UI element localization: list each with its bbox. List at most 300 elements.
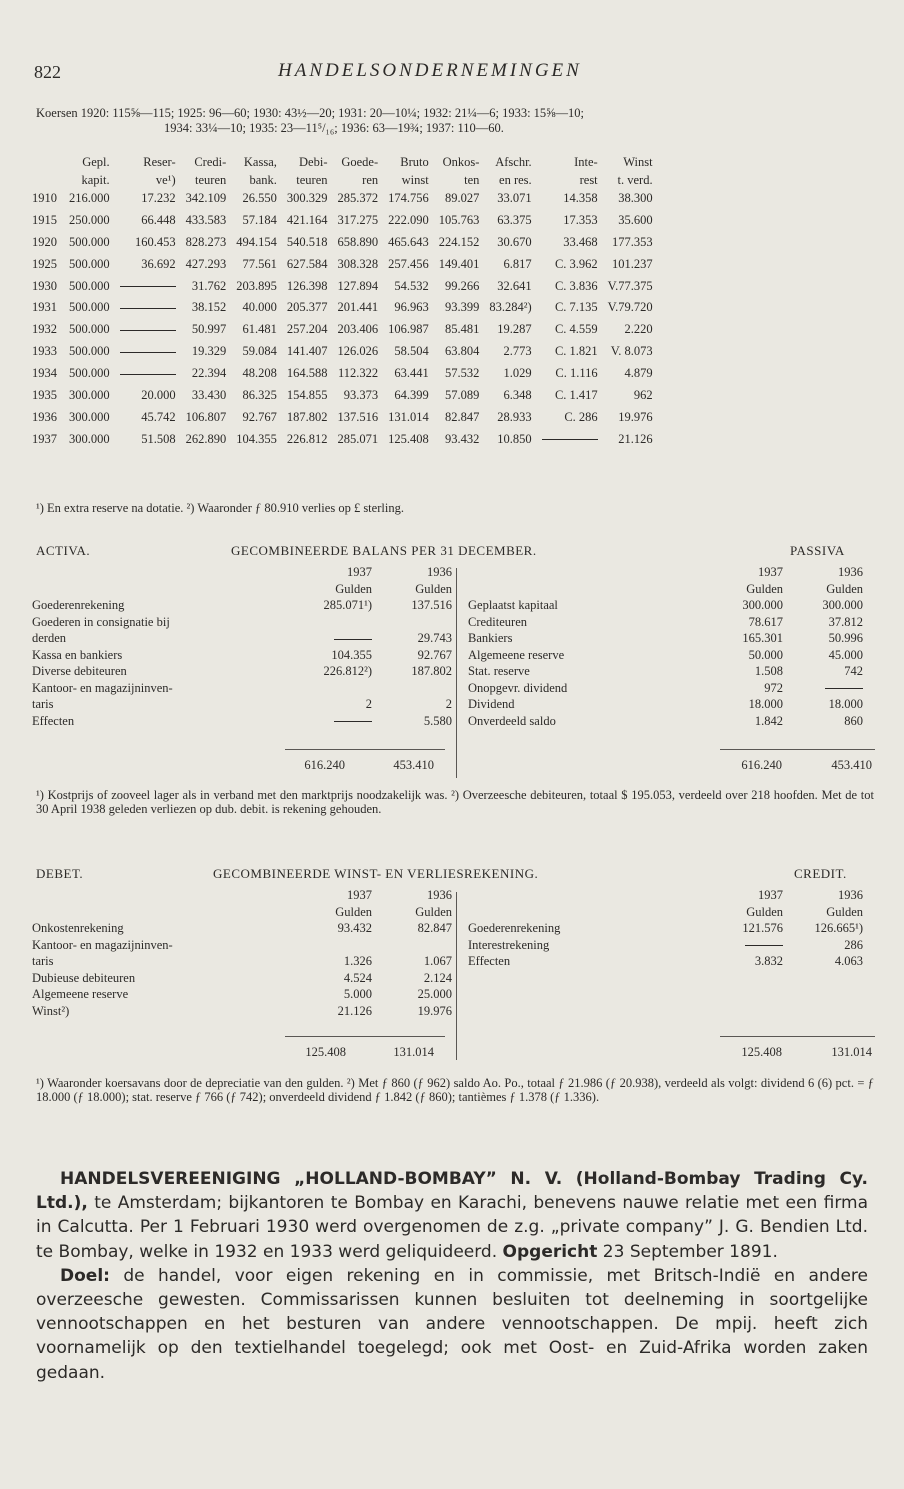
table-row	[30, 191, 658, 213]
value-1936: 92.767	[417, 647, 452, 662]
empty-dash	[120, 352, 176, 353]
table-cell: 64.399	[394, 388, 429, 403]
table-cell: 32.641	[497, 278, 532, 293]
koersen-line-1: Koersen 1920: 115⅝—115; 1925: 96—60; 1930: 43½—20; 1931: 20—10¼; 1932: 21¼—6; 1933: 15⅝—10;	[36, 106, 585, 120]
table-header-row-bottom	[30, 173, 658, 191]
passiva-sum-line	[720, 749, 875, 750]
value-1936: 37.812	[828, 614, 863, 629]
value-1936: 50.996	[828, 631, 863, 645]
list-item	[32, 920, 452, 937]
table-cell: 66.448	[141, 212, 176, 227]
table-cell: 500.000	[69, 300, 110, 315]
table-cell: 57.089	[445, 388, 480, 403]
table-cell: 6.817	[503, 256, 532, 271]
table-cell	[115, 344, 181, 366]
value-1937: 300.000	[742, 598, 783, 612]
column-header-sub: bank.	[249, 173, 277, 187]
value-1936	[783, 680, 863, 696]
empty-dash	[120, 286, 176, 287]
list-item	[468, 663, 873, 680]
passiva-rows	[468, 597, 873, 729]
column-header-sub: en res.	[499, 173, 532, 187]
table-cell: 1910	[32, 191, 57, 205]
debet-unit-header: Gulden Gulden	[335, 904, 452, 919]
table-cell: 1936	[32, 409, 57, 424]
value-1936: 187.802	[411, 664, 452, 678]
table-row	[30, 300, 658, 322]
activa-total-1936: 453.410	[393, 758, 434, 772]
column-header-sub: ten	[464, 173, 480, 187]
table-cell: 10.850	[497, 431, 532, 446]
table-body	[30, 191, 658, 454]
value-1937: 1.326	[343, 954, 372, 968]
value-1937: 2	[365, 697, 372, 711]
column-header-sub: teuren	[296, 173, 328, 187]
table-cell: 19.976	[618, 409, 653, 424]
table-cell: 154.855	[286, 388, 328, 403]
table-cell: C. 3.836	[554, 278, 598, 293]
list-item	[32, 953, 452, 970]
table-row	[30, 344, 658, 366]
table-cell: 85.481	[445, 322, 480, 337]
table-cell: 1935	[32, 388, 57, 403]
credit-total-1936: 131.014	[831, 1045, 872, 1059]
column-header: Reser-	[143, 155, 176, 169]
table-cell: 96.963	[394, 300, 429, 315]
table-cell: 203.895	[236, 278, 277, 293]
value-1937: 121.576	[742, 921, 783, 935]
table-cell: 93.432	[445, 431, 480, 446]
value-1937	[693, 937, 783, 953]
value-1937: 18.000	[748, 697, 783, 711]
table-cell: 494.154	[236, 234, 277, 249]
table-cell: 1920	[32, 234, 57, 249]
column-header: Goede-	[341, 155, 379, 169]
table-cell: 224.152	[438, 234, 480, 249]
passiva-heading: PASSIVA	[790, 543, 845, 558]
empty-dash	[745, 945, 783, 946]
item-label: Onkostenrekening	[32, 921, 124, 935]
table-cell: 125.408	[388, 431, 429, 446]
debet-rows	[32, 920, 452, 1019]
value-1936: 300.000	[822, 598, 863, 612]
column-header: Onkos-	[442, 155, 480, 169]
table-cell: 433.583	[185, 212, 227, 227]
table-cell: 1925	[32, 256, 57, 271]
list-item	[468, 597, 873, 614]
table-cell: 14.358	[563, 191, 598, 205]
column-header: Debi-	[299, 155, 328, 169]
value-1936: 25.000	[417, 987, 452, 1001]
activa-total-1937: 616.240	[304, 758, 345, 772]
table-cell: 4.879	[624, 366, 653, 381]
value-1937	[282, 630, 372, 646]
empty-dash	[120, 330, 176, 331]
table-cell: 38.152	[191, 300, 227, 315]
column-header	[30, 155, 64, 173]
table-row	[30, 279, 658, 301]
table-footnote: ¹) En extra reserve na dotatie. ²) Waaronder ƒ 80.910 verlies op £ sterling.	[36, 501, 404, 515]
debet-year-header: 1937 1936	[347, 888, 452, 902]
activa-year-header: 1937 1936	[347, 565, 452, 579]
item-label: Winst²)	[32, 1003, 70, 1018]
table-cell: 19.287	[497, 322, 532, 337]
debet-column	[32, 887, 452, 1019]
credit-rows	[468, 920, 873, 970]
table-row	[30, 432, 658, 454]
table-cell: 540.518	[286, 234, 328, 249]
column-header-sub: rest	[579, 173, 598, 187]
item-label: Algemeene reserve	[32, 987, 129, 1001]
list-item	[32, 1003, 452, 1020]
value-1937: 285.071¹)	[323, 598, 372, 612]
table-cell: 131.014	[388, 409, 429, 424]
table-row	[30, 388, 658, 410]
column-header: Gepl.	[82, 155, 110, 169]
table-cell: 22.394	[191, 366, 227, 381]
value-1937: 21.126	[337, 1003, 372, 1018]
table-cell: 627.584	[286, 256, 328, 271]
empty-dash	[825, 688, 863, 689]
empty-dash	[334, 721, 372, 722]
table-cell: V.79.720	[607, 300, 653, 315]
list-item	[32, 614, 452, 631]
table-cell: 1931	[32, 300, 57, 315]
table-cell: 828.273	[185, 234, 227, 249]
value-1937: 165.301	[742, 631, 783, 645]
table-cell: C. 1.116	[555, 366, 598, 381]
doel-label: Doel:	[60, 1265, 110, 1286]
table-cell: 962	[633, 388, 653, 403]
table-cell: 2.773	[503, 344, 532, 359]
item-label: Onopgevr. dividend	[468, 680, 568, 695]
list-item	[468, 713, 873, 730]
table-cell: 19.329	[191, 344, 227, 359]
item-label: Algemeene reserve	[468, 647, 565, 662]
credit-heading: CREDIT.	[794, 866, 847, 881]
table-cell: 63.804	[445, 344, 480, 359]
table-cell: C. 7.135	[554, 300, 598, 315]
item-label: taris	[32, 954, 54, 968]
table-header-row-top	[30, 155, 658, 173]
column-header-sub: t. verd.	[617, 173, 653, 187]
doel-paragraph: Doel: de handel, voor eigen rekening en in commissie, met Britsch-Indië en andere overzeesche gewesten. Commissarissen kunnen besluiten tot deelneming in soortgelijke vennootschappen en het besturen van andere vennootschappen. De mpij. heeft zich voornamelijk op den textielhandel toegelegd; ook met Oost- en Zuid-Afrika worden zaken gedaan.	[36, 1265, 868, 1383]
table-cell: 222.090	[388, 212, 429, 227]
credit-unit-header: Gulden Gulden	[746, 904, 863, 919]
table-cell: 93.373	[343, 388, 379, 403]
table-cell: V. 8.073	[610, 344, 653, 359]
column-header: Bruto	[400, 155, 429, 169]
value-1936: 2	[445, 697, 452, 711]
table-cell: 1934	[32, 366, 57, 381]
list-item	[468, 680, 873, 697]
list-item	[468, 920, 873, 937]
page-number: 822	[34, 62, 61, 82]
table-cell: 174.756	[388, 191, 429, 205]
table-cell: 308.328	[337, 256, 379, 271]
table-cell: 31.762	[191, 278, 227, 293]
item-label: Dubieuse debiteuren	[32, 970, 136, 985]
empty-dash	[120, 308, 176, 309]
table-cell: C. 3.962	[554, 256, 598, 271]
activa-rows	[32, 597, 452, 729]
table-cell: 26.550	[242, 191, 277, 205]
value-1937: 50.000	[748, 647, 783, 662]
table-cell: C. 286	[564, 409, 598, 424]
empty-dash	[334, 639, 372, 640]
column-header-sub: teuren	[195, 173, 227, 187]
table-cell: 35.600	[618, 212, 653, 227]
table-cell: 93.399	[445, 300, 480, 315]
list-item	[468, 614, 873, 631]
list-item	[32, 986, 452, 1003]
table-cell: 57.532	[445, 366, 480, 381]
list-item	[32, 937, 452, 954]
passiva-total-1936: 453.410	[831, 758, 872, 772]
list-item	[32, 680, 452, 697]
table-cell: 342.109	[185, 191, 227, 205]
balans-divider	[456, 568, 457, 778]
table-cell: 54.532	[394, 278, 429, 293]
item-label: Effecten	[468, 954, 511, 968]
wv-divider	[456, 892, 457, 1060]
table-cell: 38.300	[618, 191, 653, 205]
item-label: Geplaatst kapitaal	[468, 598, 558, 612]
table-cell: 285.071	[337, 431, 379, 446]
table-cell: 20.000	[141, 388, 176, 403]
list-item	[32, 713, 452, 730]
value-1936: 5.580	[423, 713, 452, 728]
koersen-block	[36, 106, 876, 136]
table-cell: 257.204	[286, 322, 328, 337]
list-item	[468, 937, 873, 954]
value-1936: 126.665¹)	[814, 921, 863, 935]
table-cell: C. 4.559	[554, 322, 598, 337]
table-cell: 1937	[32, 431, 57, 446]
table-cell: 58.504	[394, 344, 429, 359]
column-header-sub: kapit.	[81, 173, 110, 187]
table-cell: 126.398	[286, 278, 328, 293]
table-cell: 250.000	[69, 212, 110, 227]
table-cell: 160.453	[135, 234, 176, 249]
value-1937: 5.000	[343, 987, 372, 1001]
value-1936: 4.063	[834, 954, 863, 968]
value-1936: 45.000	[828, 647, 863, 662]
financial-history-table	[30, 155, 658, 454]
table-cell: 1933	[32, 344, 57, 359]
table-cell: 1915	[32, 212, 57, 227]
table-cell: 50.997	[191, 322, 227, 337]
table-cell: 21.126	[618, 431, 653, 446]
table-cell: 658.890	[337, 234, 379, 249]
table-cell: 2.220	[624, 322, 653, 337]
table-cell: 300.329	[286, 191, 328, 205]
table-cell	[115, 366, 181, 388]
column-header-sub	[30, 173, 64, 191]
list-item	[468, 696, 873, 713]
table-cell: 500.000	[69, 234, 110, 249]
table-cell: 92.767	[242, 409, 277, 424]
value-1937: 1.508	[754, 664, 783, 678]
item-label: Goederenrekening	[32, 598, 125, 612]
table-cell: 500.000	[69, 366, 110, 381]
value-1936: 2.124	[423, 970, 452, 985]
item-label: Stat. reserve	[468, 664, 530, 678]
item-label: Bankiers	[468, 631, 513, 645]
column-header: Credi-	[194, 155, 227, 169]
value-1937: 972	[764, 680, 783, 695]
column-header: Winst	[623, 155, 653, 169]
table-cell: 112.322	[337, 366, 379, 381]
value-1936: 18.000	[828, 697, 863, 711]
value-1936: 19.976	[417, 1003, 452, 1018]
table-cell: 33.468	[563, 234, 598, 249]
column-header-sub: ve¹)	[155, 173, 176, 187]
table-cell	[115, 300, 181, 322]
column-header-sub: ren	[362, 173, 379, 187]
page-title: HANDELSONDERNEMINGEN	[278, 60, 582, 81]
company-paragraph	[36, 1167, 868, 1385]
debet-total-1937: 125.408	[305, 1045, 346, 1059]
table-cell: 83.284²)	[489, 300, 532, 315]
table-cell: 104.355	[236, 431, 277, 446]
activa-sum-line	[285, 749, 445, 750]
credit-total-1937: 125.408	[741, 1045, 782, 1059]
table-cell: 36.692	[141, 256, 176, 271]
item-label: taris	[32, 697, 54, 711]
item-label: Dividend	[468, 697, 515, 711]
passiva-total-1937: 616.240	[741, 758, 782, 772]
list-item	[32, 663, 452, 680]
item-label: Diverse debiteuren	[32, 664, 127, 678]
item-label: Goederenrekening	[468, 921, 561, 935]
value-1936: 742	[844, 664, 863, 678]
activa-heading: ACTIVA.	[36, 543, 91, 558]
value-1936: 1.067	[423, 954, 452, 968]
table-cell	[115, 322, 181, 344]
table-cell: 500.000	[69, 256, 110, 271]
value-1936: 82.847	[417, 921, 452, 935]
table-cell: 40.000	[242, 300, 277, 315]
list-item	[468, 953, 873, 970]
credit-year-header: 1937 1936	[758, 888, 863, 902]
item-label: Kassa en bankiers	[32, 647, 123, 662]
table-cell: 300.000	[69, 409, 110, 424]
empty-dash	[120, 374, 176, 375]
table-cell: 1930	[32, 278, 57, 293]
table-row	[30, 366, 658, 388]
item-label: Kantoor- en magazijninven-	[32, 680, 173, 695]
value-1937: 104.355	[331, 647, 372, 662]
table-cell: 63.441	[394, 366, 429, 381]
table-cell: C. 1.417	[554, 388, 598, 403]
table-cell: 500.000	[69, 278, 110, 293]
empty-dash	[542, 439, 598, 440]
table-cell: 141.407	[286, 344, 328, 359]
table-cell: 187.802	[286, 409, 328, 424]
list-item	[32, 696, 452, 713]
table-cell: 86.325	[242, 388, 277, 403]
value-1937: 3.832	[754, 954, 783, 968]
table-row	[30, 410, 658, 432]
passiva-year-header: 1937 1936	[758, 565, 863, 579]
table-row	[30, 257, 658, 279]
table-cell	[537, 432, 603, 454]
table-cell: 500.000	[69, 322, 110, 337]
table-cell: 465.643	[388, 234, 429, 249]
table-cell: 285.372	[337, 191, 379, 205]
table-cell: 33.430	[191, 388, 227, 403]
table-cell: 61.481	[242, 322, 277, 337]
item-label: derden	[32, 631, 67, 645]
table-cell: 205.377	[286, 300, 328, 315]
value-1937	[282, 713, 372, 729]
table-cell: 106.987	[388, 322, 429, 337]
table-cell: 164.588	[286, 366, 328, 381]
table-row	[30, 235, 658, 257]
value-1937: 1.842	[754, 713, 783, 728]
table-cell	[115, 279, 181, 301]
table-cell: 1.029	[503, 366, 532, 381]
item-label: Onverdeeld saldo	[468, 713, 556, 728]
table-cell: 106.807	[185, 409, 227, 424]
debet-heading: DEBET.	[36, 866, 84, 881]
table-cell: 77.561	[242, 256, 277, 271]
table-cell: 45.742	[141, 409, 176, 424]
table-cell: 99.266	[445, 278, 480, 293]
table-cell: 51.508	[141, 431, 176, 446]
table-cell: 257.456	[388, 256, 429, 271]
table-cell: 203.406	[337, 322, 379, 337]
table-cell: 59.084	[242, 344, 277, 359]
column-header-sub: winst	[401, 173, 429, 187]
table-cell: 48.208	[242, 366, 277, 381]
passiva-column	[468, 564, 873, 729]
value-1937: 93.432	[337, 921, 372, 935]
value-1936: 137.516	[411, 598, 452, 612]
table-cell: 500.000	[69, 344, 110, 359]
table-cell: 126.026	[337, 344, 379, 359]
debet-total-1936: 131.014	[393, 1045, 434, 1059]
table-cell: 300.000	[69, 431, 110, 446]
table-cell: 28.933	[497, 409, 532, 424]
table-cell: 17.232	[141, 191, 176, 205]
item-label: Crediteuren	[468, 614, 528, 629]
table-cell: 427.293	[185, 256, 227, 271]
table-cell: 149.401	[438, 256, 480, 271]
table-cell: 82.847	[445, 409, 480, 424]
list-item	[32, 647, 452, 664]
value-1936: 29.743	[417, 631, 452, 645]
item-label: Goederen in consignatie bij	[32, 614, 170, 629]
value-1937: 78.617	[748, 614, 783, 629]
list-item	[468, 630, 873, 647]
table-row	[30, 213, 658, 235]
table-cell: 201.441	[337, 300, 379, 315]
item-label: Effecten	[32, 713, 75, 728]
balans-title: GECOMBINEERDE BALANS PER 31 DECEMBER.	[231, 543, 537, 558]
table-cell: V.77.375	[607, 278, 653, 293]
list-item	[32, 630, 452, 647]
debet-sum-line	[285, 1036, 445, 1037]
activa-column	[32, 564, 452, 729]
table-cell: 89.027	[445, 191, 480, 205]
table-cell: 30.670	[497, 234, 532, 249]
table-cell: C. 1.821	[554, 344, 598, 359]
value-1936: 286	[844, 937, 863, 952]
table-cell: 6.348	[503, 388, 532, 403]
table-cell: 1932	[32, 322, 57, 337]
